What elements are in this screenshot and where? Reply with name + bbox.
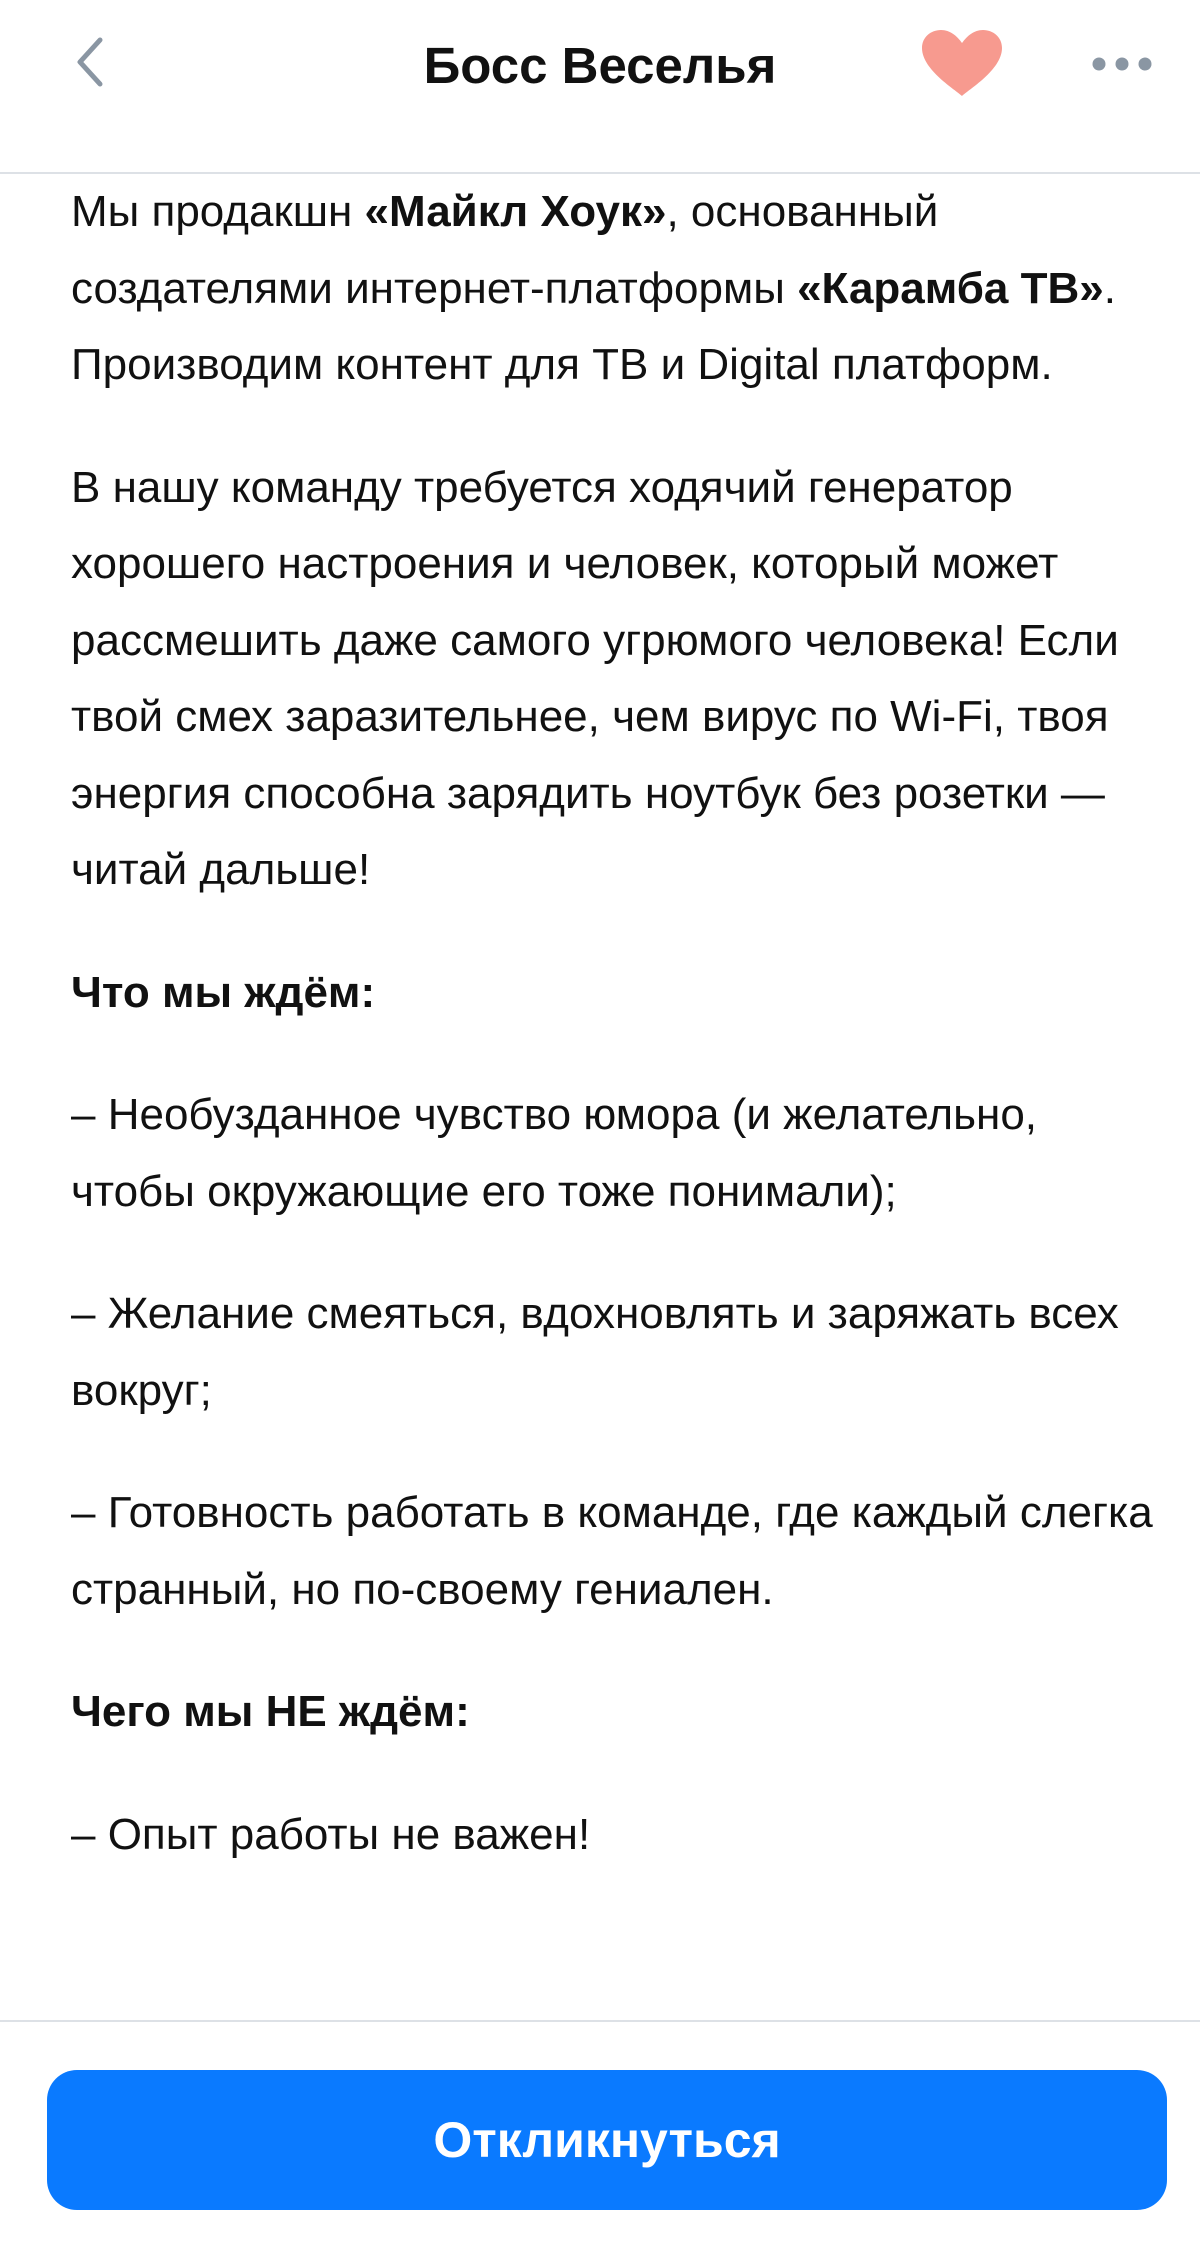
vacancy-description — [71, 174, 1171, 2020]
platform-name: «Карамба ТВ» — [797, 263, 1104, 313]
respond-button[interactable]: Откликнуться — [47, 2070, 1167, 2210]
page-title: Босс Веселья — [423, 37, 777, 94]
list-item: – Желание смеяться, вдохновлять и заряжать всех вокруг; — [71, 1289, 1119, 1415]
more-horizontal-icon — [1090, 40, 1154, 88]
intro-text-1: Мы продакшн — [71, 187, 365, 236]
team-paragraph: В нашу команду требуется ходячий генератор хорошего настроения и человек, который может рассмешить даже самого угрюмого человека! Если твой смех заразительнее, чем вирус по Wi-Fi, твоя энергия способна зарядить ноутбук без розетки — читай дальше! — [71, 462, 1119, 894]
top-bar — [0, 0, 1200, 174]
intro-text-3: . Производим контент для ТВ и Digital платформ. — [71, 263, 1116, 389]
list-item: – Опыт работы не важен! — [71, 1809, 591, 1859]
heart-icon — [918, 28, 1006, 100]
list-item: – Готовность работать в команде, где каждый слегка странный, но по-своему гениален. — [71, 1488, 1153, 1614]
bottom-action-bar — [0, 2020, 1200, 2256]
expect-heading-text: Что мы ждём: — [71, 967, 376, 1017]
not-expect-heading-text: Чего мы НЕ ждём: — [71, 1687, 470, 1736]
company-name: «Майкл Хоук» — [364, 187, 667, 236]
list-item: – Необузданное чувство юмора (и желательно, чтобы окружающие его тоже понимали); — [71, 1090, 1038, 1216]
intro-paragraph — [71, 174, 1171, 404]
intro-text-2: , основанный создателями интернет-платформы — [71, 187, 939, 313]
more-button[interactable] — [1090, 40, 1154, 88]
chevron-left-icon — [70, 34, 110, 90]
expect-heading — [71, 955, 1171, 1032]
not-expect-heading — [71, 1674, 1171, 1751]
favorite-button[interactable] — [918, 28, 1006, 100]
back-button[interactable] — [58, 30, 122, 94]
